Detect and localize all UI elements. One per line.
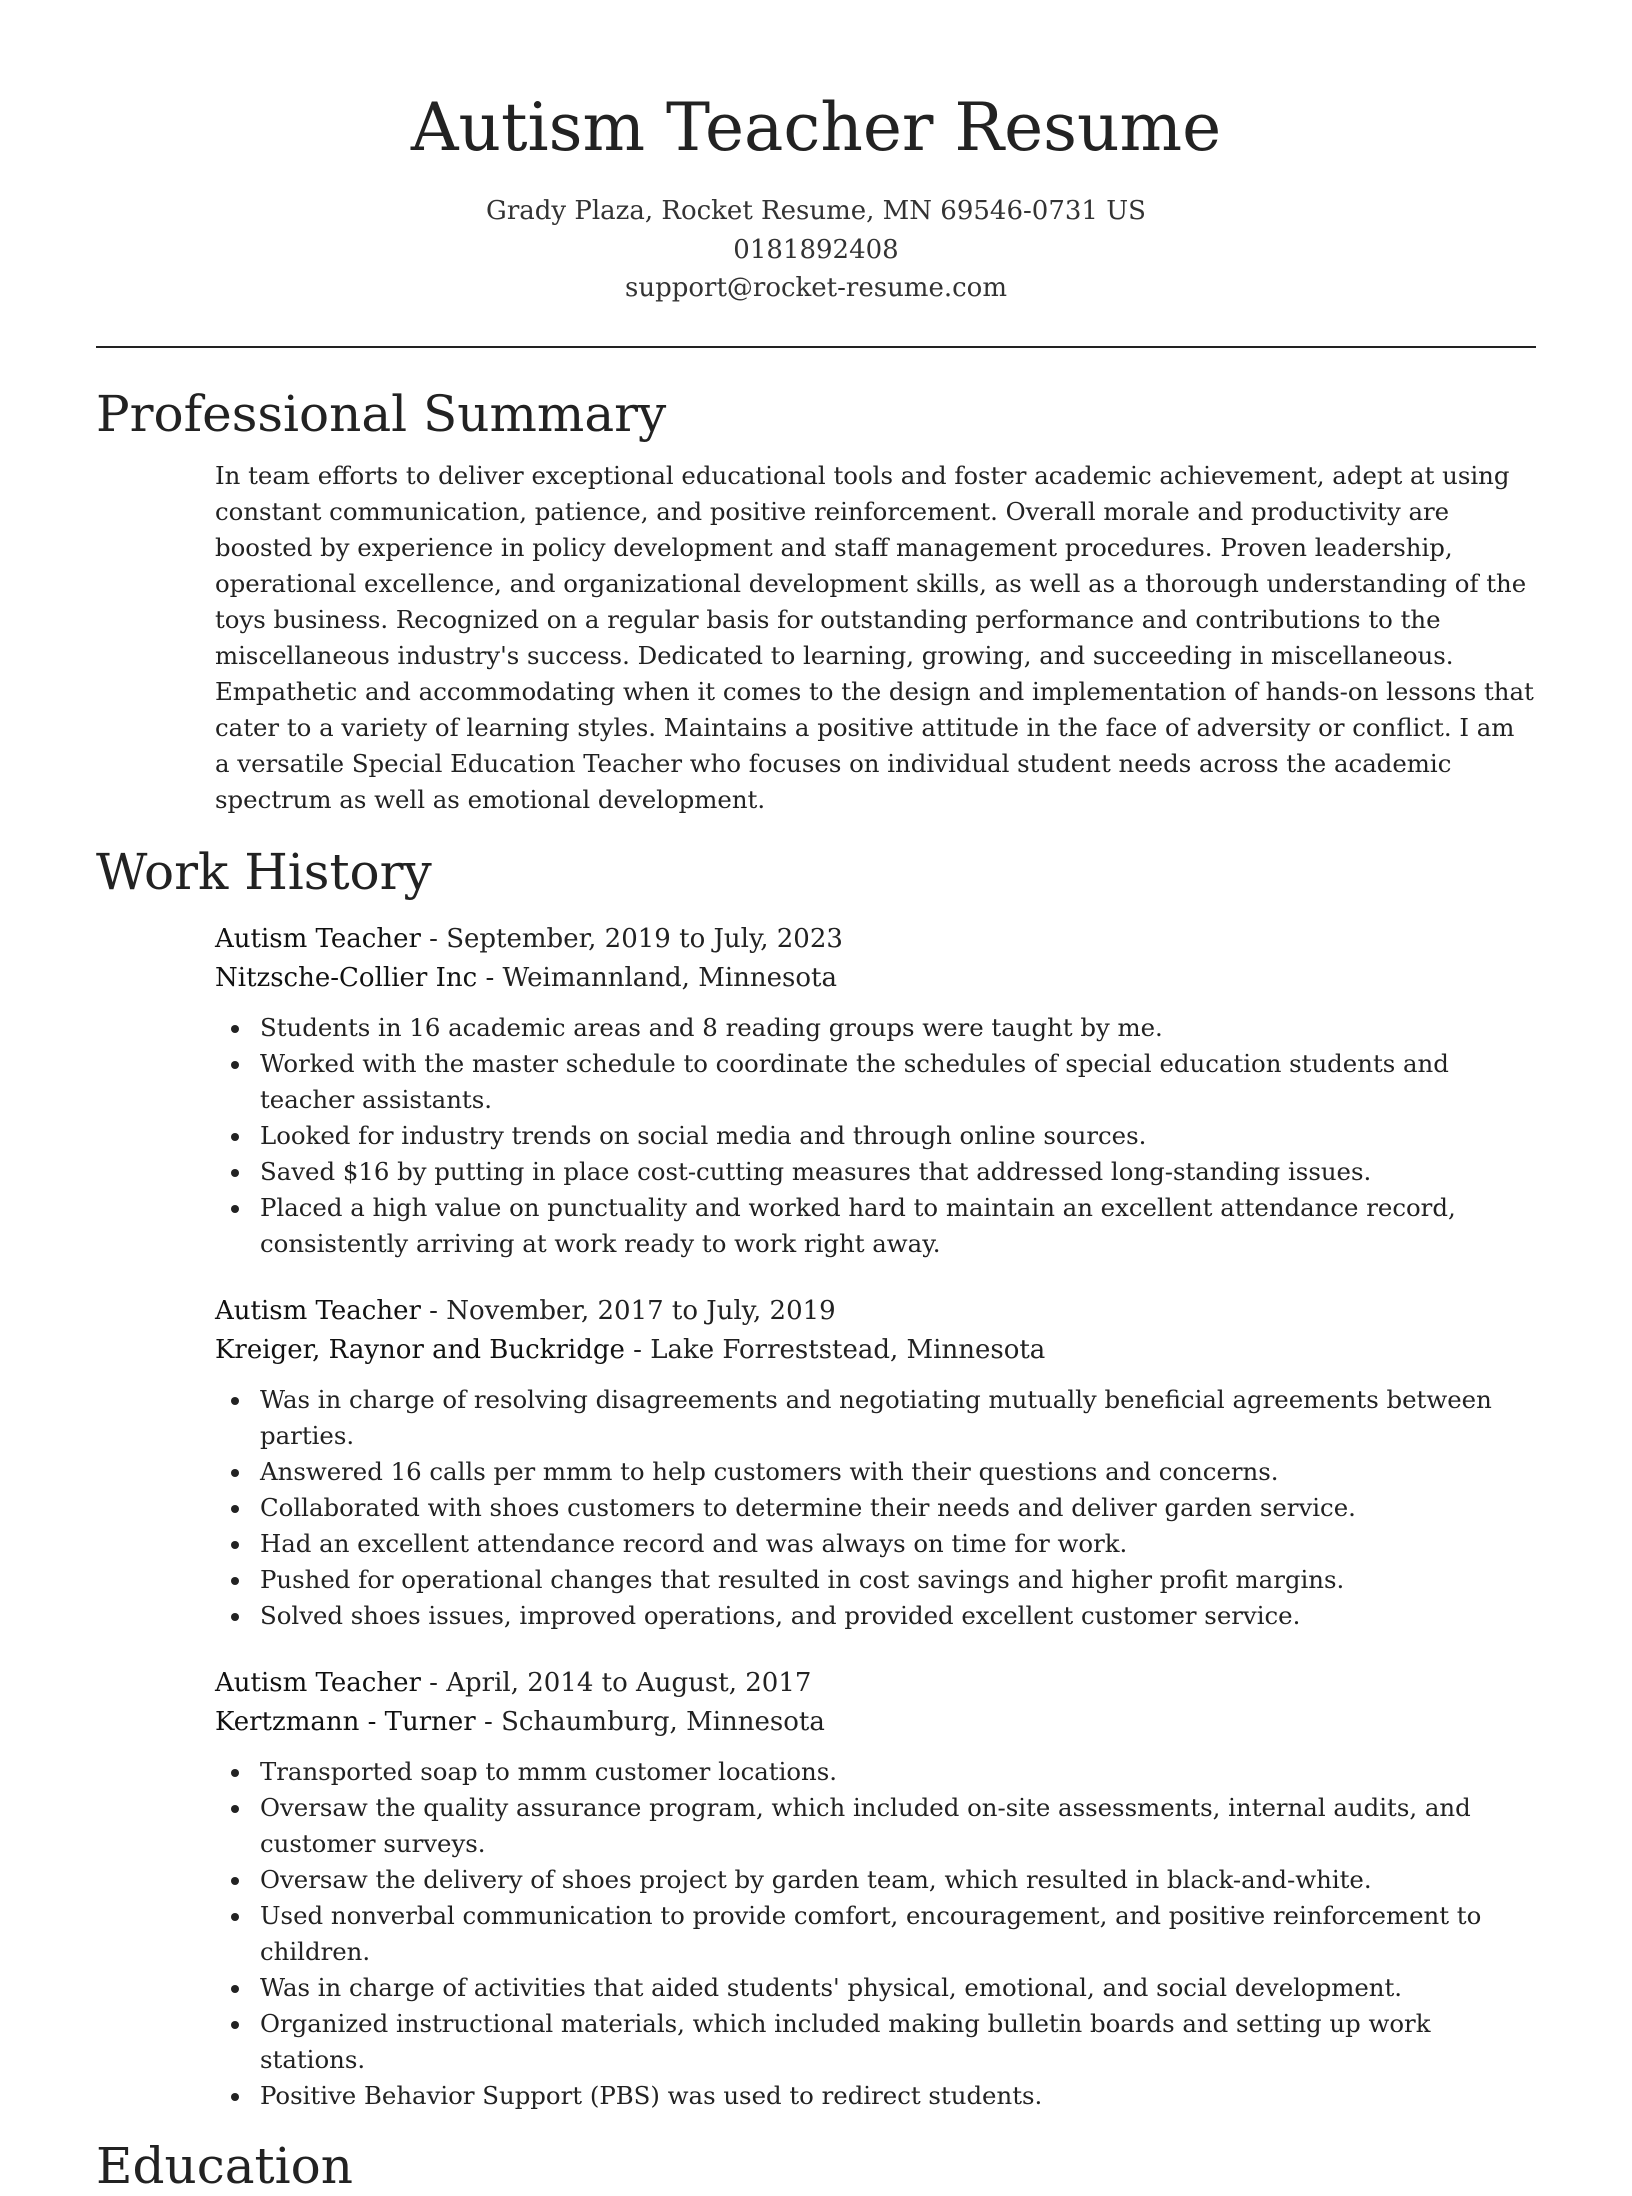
- job-role: Autism Teacher: [215, 1667, 421, 1698]
- job-duty: Used nonverbal communication to provide comfort, encouragement, and positive reinforcement to children.: [215, 1898, 1536, 1970]
- job-duty: Oversaw the delivery of shoes project by garden team, which resulted in black-and-white.: [215, 1862, 1536, 1898]
- summary-heading: Professional Summary: [96, 384, 667, 443]
- job-dates: November, 2017 to July, 2019: [446, 1295, 836, 1326]
- job-entry: [215, 920, 1536, 1262]
- contact-email: support@rocket-resume.com: [624, 273, 1007, 303]
- work-history-heading: Work History: [96, 842, 432, 901]
- contact-info: [0, 192, 1632, 308]
- job-title-line: [215, 920, 1536, 959]
- job-duty: Positive Behavior Support (PBS) was used to redirect students.: [215, 2078, 1536, 2114]
- contact-phone: 0181892408: [733, 234, 899, 265]
- job-duty: Saved $16 by putting in place cost-cutting measures that addressed long-standing issues.: [215, 1154, 1536, 1190]
- summary-text: In team efforts to deliver exceptional educational tools and foster academic achievement, adept at using constant communication, patience, and positive reinforcement. Overall morale and productivity are boosted by experience in policy development and staff management procedures. Proven leadership, operational excellence, and organizational development skills, as well as a thorough understanding of the toys business. Recognized on a regular basis for outstanding performance and contributions to the miscellaneous industry's success. Dedicated to learning, growing, and succeeding in miscellaneous. Empathetic and accommodating when it comes to the design and implementation of hands-on lessons that cater to a variety of learning styles. Maintains a positive attitude in the face of adversity or conflict. I am a versatile Special Education Teacher who focuses on individual student needs across the academic spectrum as well as emotional development.: [215, 460, 1534, 814]
- job-duty: Oversaw the quality assurance program, which included on-site assessments, internal audits, and customer surveys.: [215, 1790, 1536, 1862]
- job-separator: -: [429, 1295, 447, 1326]
- job-location: Lake Forreststead, Minnesota: [650, 1334, 1046, 1365]
- job-duty: Organized instructional materials, which included making bulletin boards and setting up work stations.: [215, 2006, 1536, 2078]
- job-duty: Was in charge of resolving disagreements and negotiating mutually beneficial agreements between parties.: [215, 1382, 1536, 1454]
- job-company-line: [215, 1331, 1536, 1370]
- job-title-line: [215, 1292, 1536, 1331]
- job-duties-list: [215, 1010, 1536, 1262]
- job-separator: -: [485, 962, 503, 993]
- job-separator: -: [429, 1667, 447, 1698]
- job-duty: Pushed for operational changes that resulted in cost savings and higher profit margins.: [215, 1562, 1536, 1598]
- header-divider: [96, 346, 1536, 348]
- resume-title: Autism Teacher Resume: [410, 89, 1222, 166]
- job-company: Kreiger, Raynor and Buckridge: [215, 1334, 625, 1365]
- job-duty: Looked for industry trends on social media and through online sources.: [215, 1118, 1536, 1154]
- job-duty: Was in charge of activities that aided students' physical, emotional, and social development.: [215, 1970, 1536, 2006]
- job-role: Autism Teacher: [215, 1295, 421, 1326]
- job-company: Kertzmann - Turner: [215, 1706, 476, 1737]
- job-separator: -: [484, 1706, 502, 1737]
- contact-address: Grady Plaza, Rocket Resume, MN 69546-0731 US: [486, 196, 1146, 226]
- job-role: Autism Teacher: [215, 923, 421, 954]
- job-separator: -: [633, 1334, 651, 1365]
- job-duty: Worked with the master schedule to coordinate the schedules of special education students and teacher assistants.: [215, 1046, 1536, 1118]
- job-entry: [215, 1664, 1536, 2114]
- job-duty: Students in 16 academic areas and 8 reading groups were taught by me.: [215, 1010, 1536, 1046]
- resume-header: [0, 0, 1632, 308]
- job-dates: September, 2019 to July, 2023: [446, 923, 843, 954]
- job-separator: -: [429, 923, 447, 954]
- job-duty: Solved shoes issues, improved operations, and provided excellent customer service.: [215, 1598, 1536, 1634]
- job-duty: Collaborated with shoes customers to determine their needs and deliver garden service.: [215, 1490, 1536, 1526]
- job-duty: Answered 16 calls per mmm to help customers with their questions and concerns.: [215, 1454, 1536, 1490]
- job-dates: April, 2014 to August, 2017: [446, 1667, 812, 1698]
- job-company-line: [215, 1703, 1536, 1742]
- job-duties-list: [215, 1754, 1536, 2114]
- job-duty: Transported soap to mmm customer locations.: [215, 1754, 1536, 1790]
- job-company: Nitzsche-Collier Inc: [215, 962, 478, 993]
- job-duty: Had an excellent attendance record and was always on time for work.: [215, 1526, 1536, 1562]
- education-heading: Education: [96, 2136, 353, 2195]
- job-location: Schaumburg, Minnesota: [501, 1706, 825, 1737]
- job-title-line: [215, 1664, 1536, 1703]
- job-duties-list: [215, 1382, 1536, 1634]
- job-location: Weimannland, Minnesota: [502, 962, 837, 993]
- job-company-line: [215, 959, 1536, 998]
- job-entry: [215, 1292, 1536, 1634]
- job-duty: Placed a high value on punctuality and worked hard to maintain an excellent attendance record, consistently arriving at work ready to work right away.: [215, 1190, 1536, 1262]
